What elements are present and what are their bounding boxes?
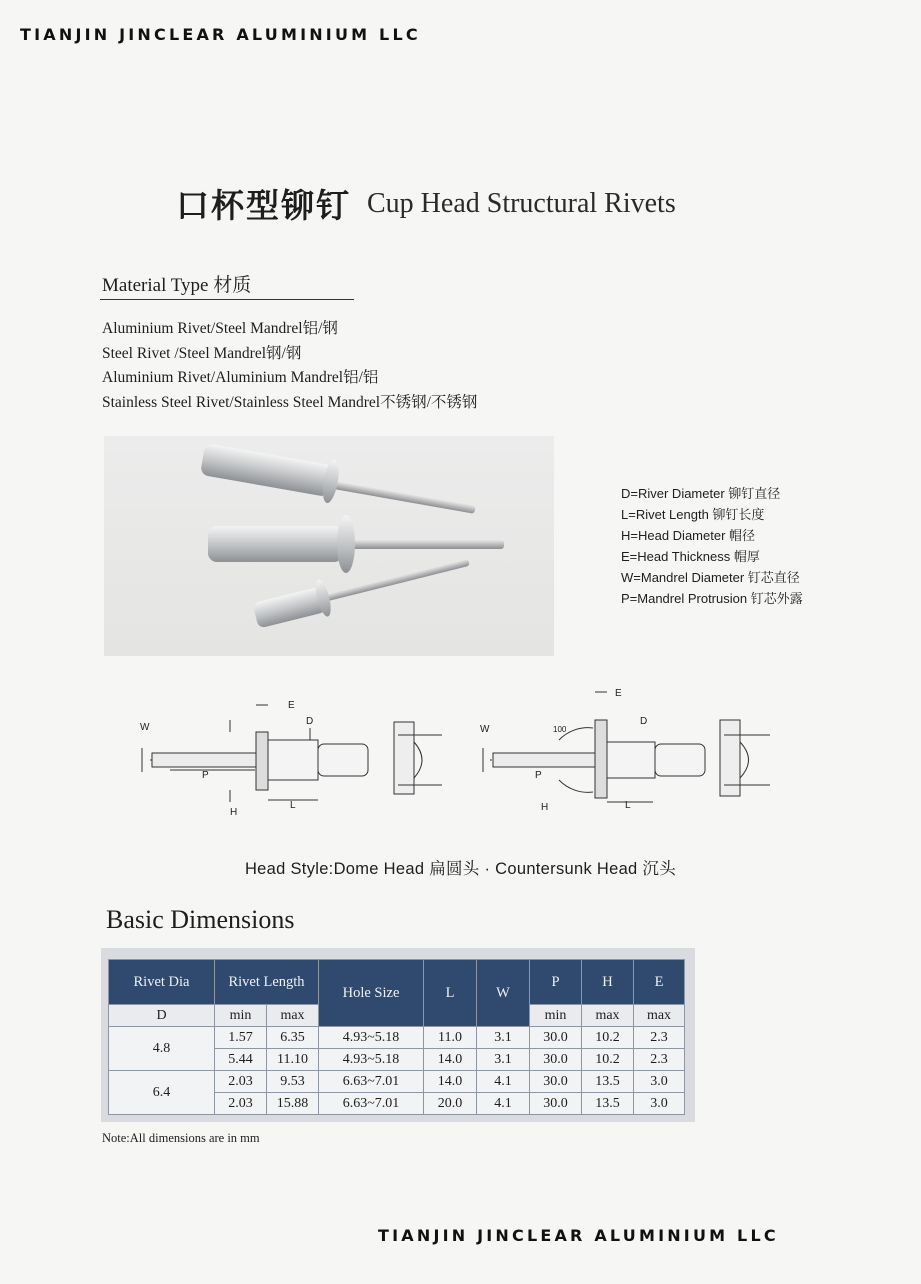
cell-dia: 4.8 [109, 1027, 215, 1071]
legend-item: P=Mandrel Protrusion 钉芯外露 [621, 591, 803, 606]
cell: 4.93~5.18 [319, 1049, 424, 1071]
cell: 30.0 [530, 1027, 582, 1049]
label-w: W [140, 722, 150, 733]
rivet-product-photo [104, 436, 554, 656]
header-w: W [477, 960, 530, 1027]
table-row [109, 1071, 685, 1093]
rivet-1 [199, 437, 479, 528]
material-item: Steel Rivet /Steel Mandrel钢/钢 [102, 344, 302, 362]
cell: 4.93~5.18 [319, 1027, 424, 1049]
brand-header: TIANJIN JINCLEAR ALUMINIUM LLC [20, 25, 421, 44]
material-item: Aluminium Rivet/Aluminium Mandrel铝/铝 [102, 369, 379, 386]
cell: 3.1 [477, 1027, 530, 1049]
cell: 14.0 [424, 1049, 477, 1071]
header-p: P [530, 960, 582, 1005]
page-title [176, 180, 676, 227]
material-item: Aluminium Rivet/Steel Mandrel铝/钢 [102, 320, 338, 337]
subheader-h-max: max [582, 1005, 634, 1027]
cell: 9.53 [267, 1071, 319, 1093]
material-list [102, 317, 477, 415]
dimension-legend [621, 483, 803, 609]
cell: 3.0 [634, 1093, 685, 1115]
dimensions-table [108, 959, 685, 1115]
title-english: Cup Head Structural Rivets [367, 187, 676, 219]
cell: 1.57 [215, 1027, 267, 1049]
cell-dia: 6.4 [109, 1071, 215, 1115]
subheader-max: max [267, 1005, 319, 1027]
basic-dimensions-heading: Basic Dimensions [106, 905, 295, 934]
label-e: E [288, 700, 295, 711]
label-angle: 100 [553, 725, 567, 734]
header-rivet-length: Rivet Length [215, 960, 319, 1005]
cell: 10.2 [582, 1049, 634, 1071]
cell: 2.03 [215, 1071, 267, 1093]
label-w: W [480, 724, 490, 735]
label-h: H [230, 807, 238, 818]
cell: 3.1 [477, 1049, 530, 1071]
heading-underline [100, 299, 354, 300]
cell: 11.10 [267, 1049, 319, 1071]
cell: 14.0 [424, 1071, 477, 1093]
cell: 2.03 [215, 1093, 267, 1115]
header-e: E [634, 960, 685, 1005]
brand-footer: TIANJIN JINCLEAR ALUMINIUM LLC [378, 1226, 779, 1245]
cell: 4.1 [477, 1093, 530, 1115]
cell: 4.1 [477, 1071, 530, 1093]
rivet-technical-drawings [130, 680, 800, 820]
cell: 15.88 [267, 1093, 319, 1115]
label-p: P [535, 770, 542, 781]
header-rivet-dia: Rivet Dia [109, 960, 215, 1005]
table-header-row [109, 960, 685, 1005]
legend-item: L=Rivet Length 铆钉长度 [621, 507, 765, 522]
cell: 10.2 [582, 1027, 634, 1049]
table-row [109, 1027, 685, 1049]
legend-item: H=Head Diameter 帽径 [621, 528, 756, 543]
legend-item: E=Head Thickness 帽厚 [621, 549, 760, 564]
cell: 2.3 [634, 1027, 685, 1049]
label-d: D [306, 716, 314, 727]
dome-head-drawing [140, 700, 442, 818]
label-e: E [615, 688, 622, 699]
label-p: P [202, 770, 209, 781]
cell: 5.44 [215, 1049, 267, 1071]
label-h: H [541, 802, 549, 813]
cell: 3.0 [634, 1071, 685, 1093]
subheader-min: min [215, 1005, 267, 1027]
cell: 6.63~7.01 [319, 1093, 424, 1115]
cell: 30.0 [530, 1049, 582, 1071]
legend-item: W=Mandrel Diameter 钉芯直径 [621, 570, 800, 585]
material-type-heading: Material Type 材质 [102, 275, 252, 296]
dimensions-note: Note:All dimensions are in mm [102, 1131, 260, 1145]
legend-item: D=River Diameter 铆钉直径 [621, 486, 781, 501]
cell: 30.0 [530, 1071, 582, 1093]
label-l: L [290, 800, 296, 811]
head-style-caption: Head Style:Dome Head 扁圆头 · Countersunk Head 沉头 [244, 860, 677, 878]
title-chinese: 口杯型铆钉 [176, 186, 351, 225]
subheader-e-max: max [634, 1005, 685, 1027]
countersunk-head-drawing [480, 688, 770, 813]
header-hole-size: Hole Size [319, 960, 424, 1027]
cell: 13.5 [582, 1093, 634, 1115]
cell: 11.0 [424, 1027, 477, 1049]
header-h: H [582, 960, 634, 1005]
cell: 6.35 [267, 1027, 319, 1049]
cell: 2.3 [634, 1049, 685, 1071]
subheader-p-min: min [530, 1005, 582, 1027]
rivet-illustration [104, 436, 554, 656]
cell: 20.0 [424, 1093, 477, 1115]
cell: 30.0 [530, 1093, 582, 1115]
subheader-d: D [109, 1005, 215, 1027]
header-l: L [424, 960, 477, 1027]
label-l: L [625, 800, 631, 811]
cell: 13.5 [582, 1071, 634, 1093]
cell: 6.63~7.01 [319, 1071, 424, 1093]
material-item: Stainless Steel Rivet/Stainless Steel Mandrel不锈钢/不锈钢 [102, 393, 478, 411]
label-d: D [640, 716, 648, 727]
